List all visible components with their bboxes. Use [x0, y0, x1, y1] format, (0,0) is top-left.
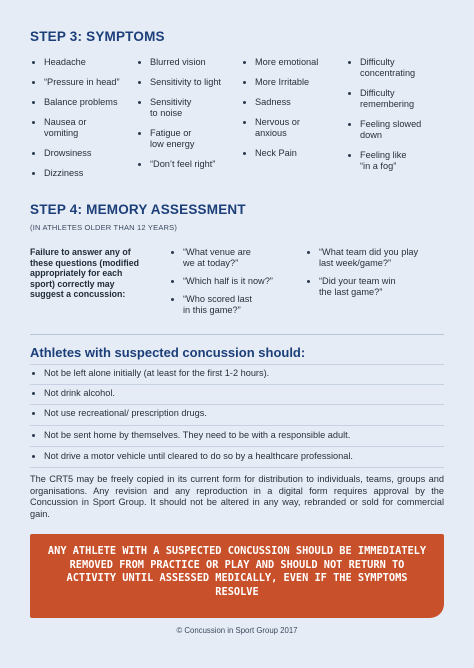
memory-question: “What team did you play last week/game?”	[305, 247, 445, 269]
symptom-item: Feeling slowed down	[346, 119, 446, 141]
memory-question: “Who scored last in this game?”	[169, 294, 294, 316]
should-item: Not use recreational/ prescription drugs.	[30, 406, 454, 420]
bullet-icon	[348, 61, 351, 64]
bullet-icon	[32, 372, 35, 375]
bullet-icon	[138, 163, 141, 166]
should-item: Not be left alone initially (at least for the first 1-2 hours).	[30, 366, 454, 380]
should-heading: Athletes with suspected concussion should:	[30, 345, 306, 360]
memory-question: “Did your team win the last game?”	[305, 276, 445, 298]
bullet-icon	[138, 61, 141, 64]
symptom-item: More emotional	[241, 57, 341, 68]
bullet-icon	[32, 152, 35, 155]
symptom-column-1	[30, 57, 130, 188]
list-divider	[30, 364, 444, 365]
bullet-icon	[138, 101, 141, 104]
symptom-item: Neck Pain	[241, 148, 341, 159]
symptom-item: “Pressure in head”	[30, 77, 130, 88]
symptom-column-3	[241, 57, 341, 168]
list-divider	[30, 425, 444, 426]
legal-notice: The CRT5 may be freely copied in its current form for distribution to individuals, teams, groups and organisations. Any revision and any reproduction in a digital form requires approval by the Concussion in Sport Group. It should not be altered in any way, rebranded or sold for commercial gain.	[30, 474, 444, 519]
warning-banner-text: ANY ATHLETE WITH A SUSPECTED CONCUSSION SHOULD BE IMMEDIATELY REMOVED FROM PRACTICE OR PLAY AND SHOULD NOT RETURN TO ACTIVITY UNTIL ASSESSED MEDICALLY, EVEN IF THE SYMPTOMS RESOLVE	[47, 545, 427, 598]
bullet-icon	[171, 251, 174, 254]
symptom-item: Drowsiness	[30, 148, 130, 159]
should-item: Not drink alcohol.	[30, 386, 454, 400]
bullet-icon	[32, 101, 35, 104]
symptom-item: Sensitivity to noise	[136, 97, 236, 119]
bullet-icon	[171, 298, 174, 301]
bullet-icon	[243, 101, 246, 104]
bullet-icon	[348, 154, 351, 157]
symptom-item: Difficulty remembering	[346, 88, 446, 110]
list-divider	[30, 404, 444, 405]
symptom-item: Fatigue or low energy	[136, 128, 236, 150]
symptom-item: Nausea or vomiting	[30, 117, 130, 139]
symptom-item: Blurred vision	[136, 57, 236, 68]
bullet-icon	[243, 61, 246, 64]
bullet-icon	[348, 92, 351, 95]
list-divider	[30, 467, 444, 468]
memory-intro-text: Failure to answer any of these questions (modified appropriately for each sport) correctly may suggest a concussion:	[30, 247, 139, 299]
should-item: Not be sent home by themselves. They need to be with a responsible adult.	[30, 428, 454, 442]
symptom-column-4	[346, 57, 446, 181]
memory-question: “What venue are we at today?”	[169, 247, 294, 269]
symptom-item: Dizziness	[30, 168, 130, 179]
symptom-item: Balance problems	[30, 97, 130, 108]
copyright-footer: © Concussion in Sport Group 2017	[176, 626, 298, 635]
bullet-icon	[348, 123, 351, 126]
should-item: Not drive a motor vehicle until cleared to do so by a healthcare professional.	[30, 449, 454, 463]
memory-questions-left	[169, 247, 294, 323]
section-divider	[30, 334, 444, 335]
bullet-icon	[243, 152, 246, 155]
symptom-item: Difficulty concentrating	[346, 57, 446, 79]
symptom-item: Feeling like “in a fog”	[346, 150, 446, 172]
bullet-icon	[138, 132, 141, 135]
warning-banner	[30, 534, 444, 618]
memory-question: “Which half is it now?”	[169, 276, 294, 287]
symptom-column-2	[136, 57, 236, 179]
bullet-icon	[171, 280, 174, 283]
bullet-icon	[243, 81, 246, 84]
symptom-item: Sensitivity to light	[136, 77, 236, 88]
symptom-item: Sadness	[241, 97, 341, 108]
list-divider	[30, 446, 444, 447]
bullet-icon	[307, 280, 310, 283]
step4-subheading: (IN ATHLETES OLDER THAN 12 YEARS)	[30, 223, 178, 232]
bullet-icon	[32, 392, 35, 395]
memory-questions-right	[305, 247, 445, 305]
bullet-icon	[243, 121, 246, 124]
bullet-icon	[32, 61, 35, 64]
bullet-icon	[32, 121, 35, 124]
bullet-icon	[307, 251, 310, 254]
bullet-icon	[32, 455, 35, 458]
bullet-icon	[32, 434, 35, 437]
bullet-icon	[32, 172, 35, 175]
list-divider	[30, 384, 444, 385]
bullet-icon	[32, 412, 35, 415]
step4-heading: STEP 4: MEMORY ASSESSMENT	[30, 202, 246, 217]
symptom-item: More Irritable	[241, 77, 341, 88]
symptom-item: Nervous or anxious	[241, 117, 341, 139]
step3-heading: STEP 3: SYMPTOMS	[30, 29, 165, 44]
bullet-icon	[32, 81, 35, 84]
symptom-item: “Don’t feel right”	[136, 159, 236, 170]
symptom-item: Headache	[30, 57, 130, 68]
bullet-icon	[138, 81, 141, 84]
